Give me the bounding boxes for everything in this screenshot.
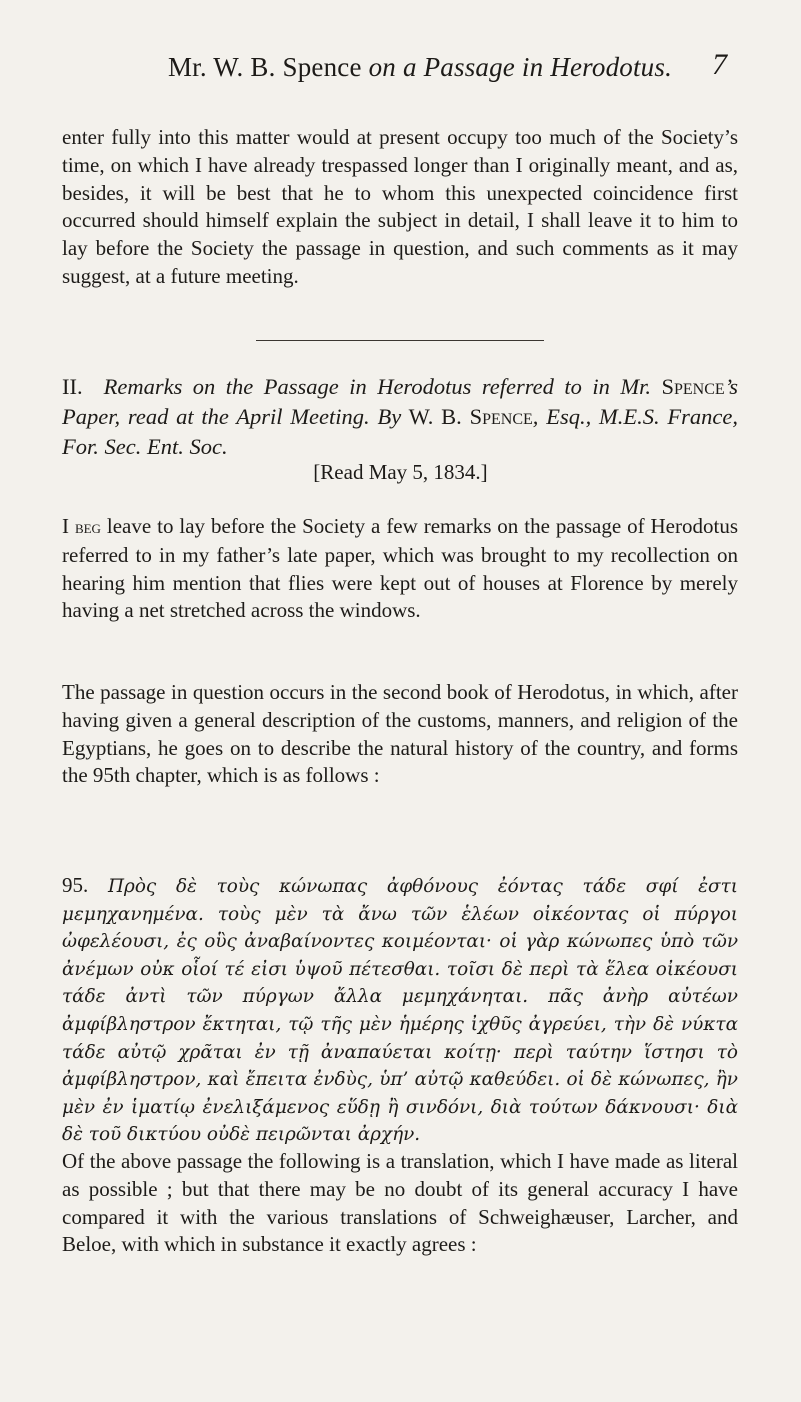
heading-title-part1: Remarks on the Passage in Herodotus referred to in Mr. xyxy=(103,374,651,399)
section-heading xyxy=(62,372,738,462)
section-heading-text xyxy=(62,372,738,462)
paragraph-remarks-text xyxy=(62,513,738,625)
greek-passage-text xyxy=(62,872,738,1149)
paragraph-remarks-body: leave to lay before the Society a few remarks on the passage of Herodotus referred to in my father’s late paper, which was brought to my recollection on hearing him mention that flies were kept out of houses at Florence by merely having a net stretched across the windows. xyxy=(62,514,738,623)
paragraph-translation-intro xyxy=(62,1148,738,1259)
section-divider xyxy=(256,340,544,341)
heading-spence-1: Spence xyxy=(661,374,725,399)
paragraph-intro xyxy=(62,124,738,291)
beg-small-caps: beg xyxy=(74,517,101,538)
lead-word: I xyxy=(62,514,69,538)
heading-by: By xyxy=(377,404,402,429)
greek-passage xyxy=(62,872,738,1149)
running-head-title: on a Passage in Herodotus. xyxy=(368,52,673,82)
heading-spence-2: Spence xyxy=(469,404,533,429)
heading-title-part2: ’s Paper, read at the April Meeting. xyxy=(62,374,739,429)
paragraph-passage-intro xyxy=(62,679,738,790)
greek-chapter-number: 95. xyxy=(62,873,89,897)
heading-credentials: , Esq., M.E.S. France, For. Sec. Ent. Soc. xyxy=(62,404,739,459)
section-numeral: II. xyxy=(62,374,83,399)
paragraph-remarks xyxy=(62,513,738,625)
running-head xyxy=(120,52,720,83)
paragraph-intro-text: enter fully into this matter would at present occupy too much of the Society’s time, on which I have already trespassed longer than I originally meant, and as, besides, it will be best that he to whom this unexpected coincidence first occurred should himself explain the subject in detail, I shall leave it to him to lay before the Society the passage in question, and such comments as it may suggest, at a future meeting. xyxy=(62,125,738,288)
running-head-author: Mr. W. B. Spence xyxy=(167,52,362,82)
heading-initials: W. B. xyxy=(408,404,462,429)
paragraph-passage-intro-text: The passage in question occurs in the second book of Herodotus, in which, after having given a general description of the customs, manners, and religion of the Egyptians, he goes on to describe the natural history of the country, and forms the 95th chapter, which is as follows : xyxy=(62,680,738,788)
read-date: [Read May 5, 1834.] xyxy=(313,460,488,484)
page-number: 7 xyxy=(712,48,727,81)
paragraph-translation-intro-text: Of the above passage the following is a translation, which I have made as literal as possible ; but that there may be no doubt of its general accuracy I have compared it with the various translations of Schweighæuser, Larcher, and Beloe, with which in substance it exactly agrees : xyxy=(62,1149,738,1257)
greek-body: Πρὸς δὲ τοὺς κώνωπας ἀφθόνους ἐόντας τάδε σφί ἐστι μεμηχανημένα. τοὺς μὲν τὰ ἄνω τῶν ἑλέων οἰκέοντας οἱ πύργοι ὠφελέουσι, ἐς οὓς ἀναβαίνοντες κοιμέονται· οἱ γὰρ κώνωπες ὑπὸ τῶν ἀνέμων οὐκ οἷοί τέ εἰσι ὑψοῦ πέτεσθαι. τοῖσι δὲ περὶ τὰ ἕλεα οἰκέουσι τάδε ἀντὶ τῶν πύργων ἄλλα μεμηχάνηται. πᾶς ἀνὴρ αὐτέων ἀμφίβληστρον ἔκτηται, τῷ τῆς μὲν ἡμέρης ἰχθῦς ἀγρεύει, τὴν δὲ νύκτα τάδε αὐτῷ χρᾶται ἐν τῇ ἀναπαύεται κοίτῃ· περὶ ταύτην ἵστησι τὸ ἀμφίβληστρον, καὶ ἔπειτα ἐνδὺς, ὑπ’ αὐτῷ καθεύδει. οἱ δὲ κώνωπες, ἢν μὲν ἐν ἱματίῳ ἐνελιξάμενος εὕδῃ ἢ σινδόνι, διὰ τούτων δάκνουσι· διὰ δὲ τοῦ δικτύου οὐδὲ πειρῶνται ἀρχήν. xyxy=(62,876,738,1146)
